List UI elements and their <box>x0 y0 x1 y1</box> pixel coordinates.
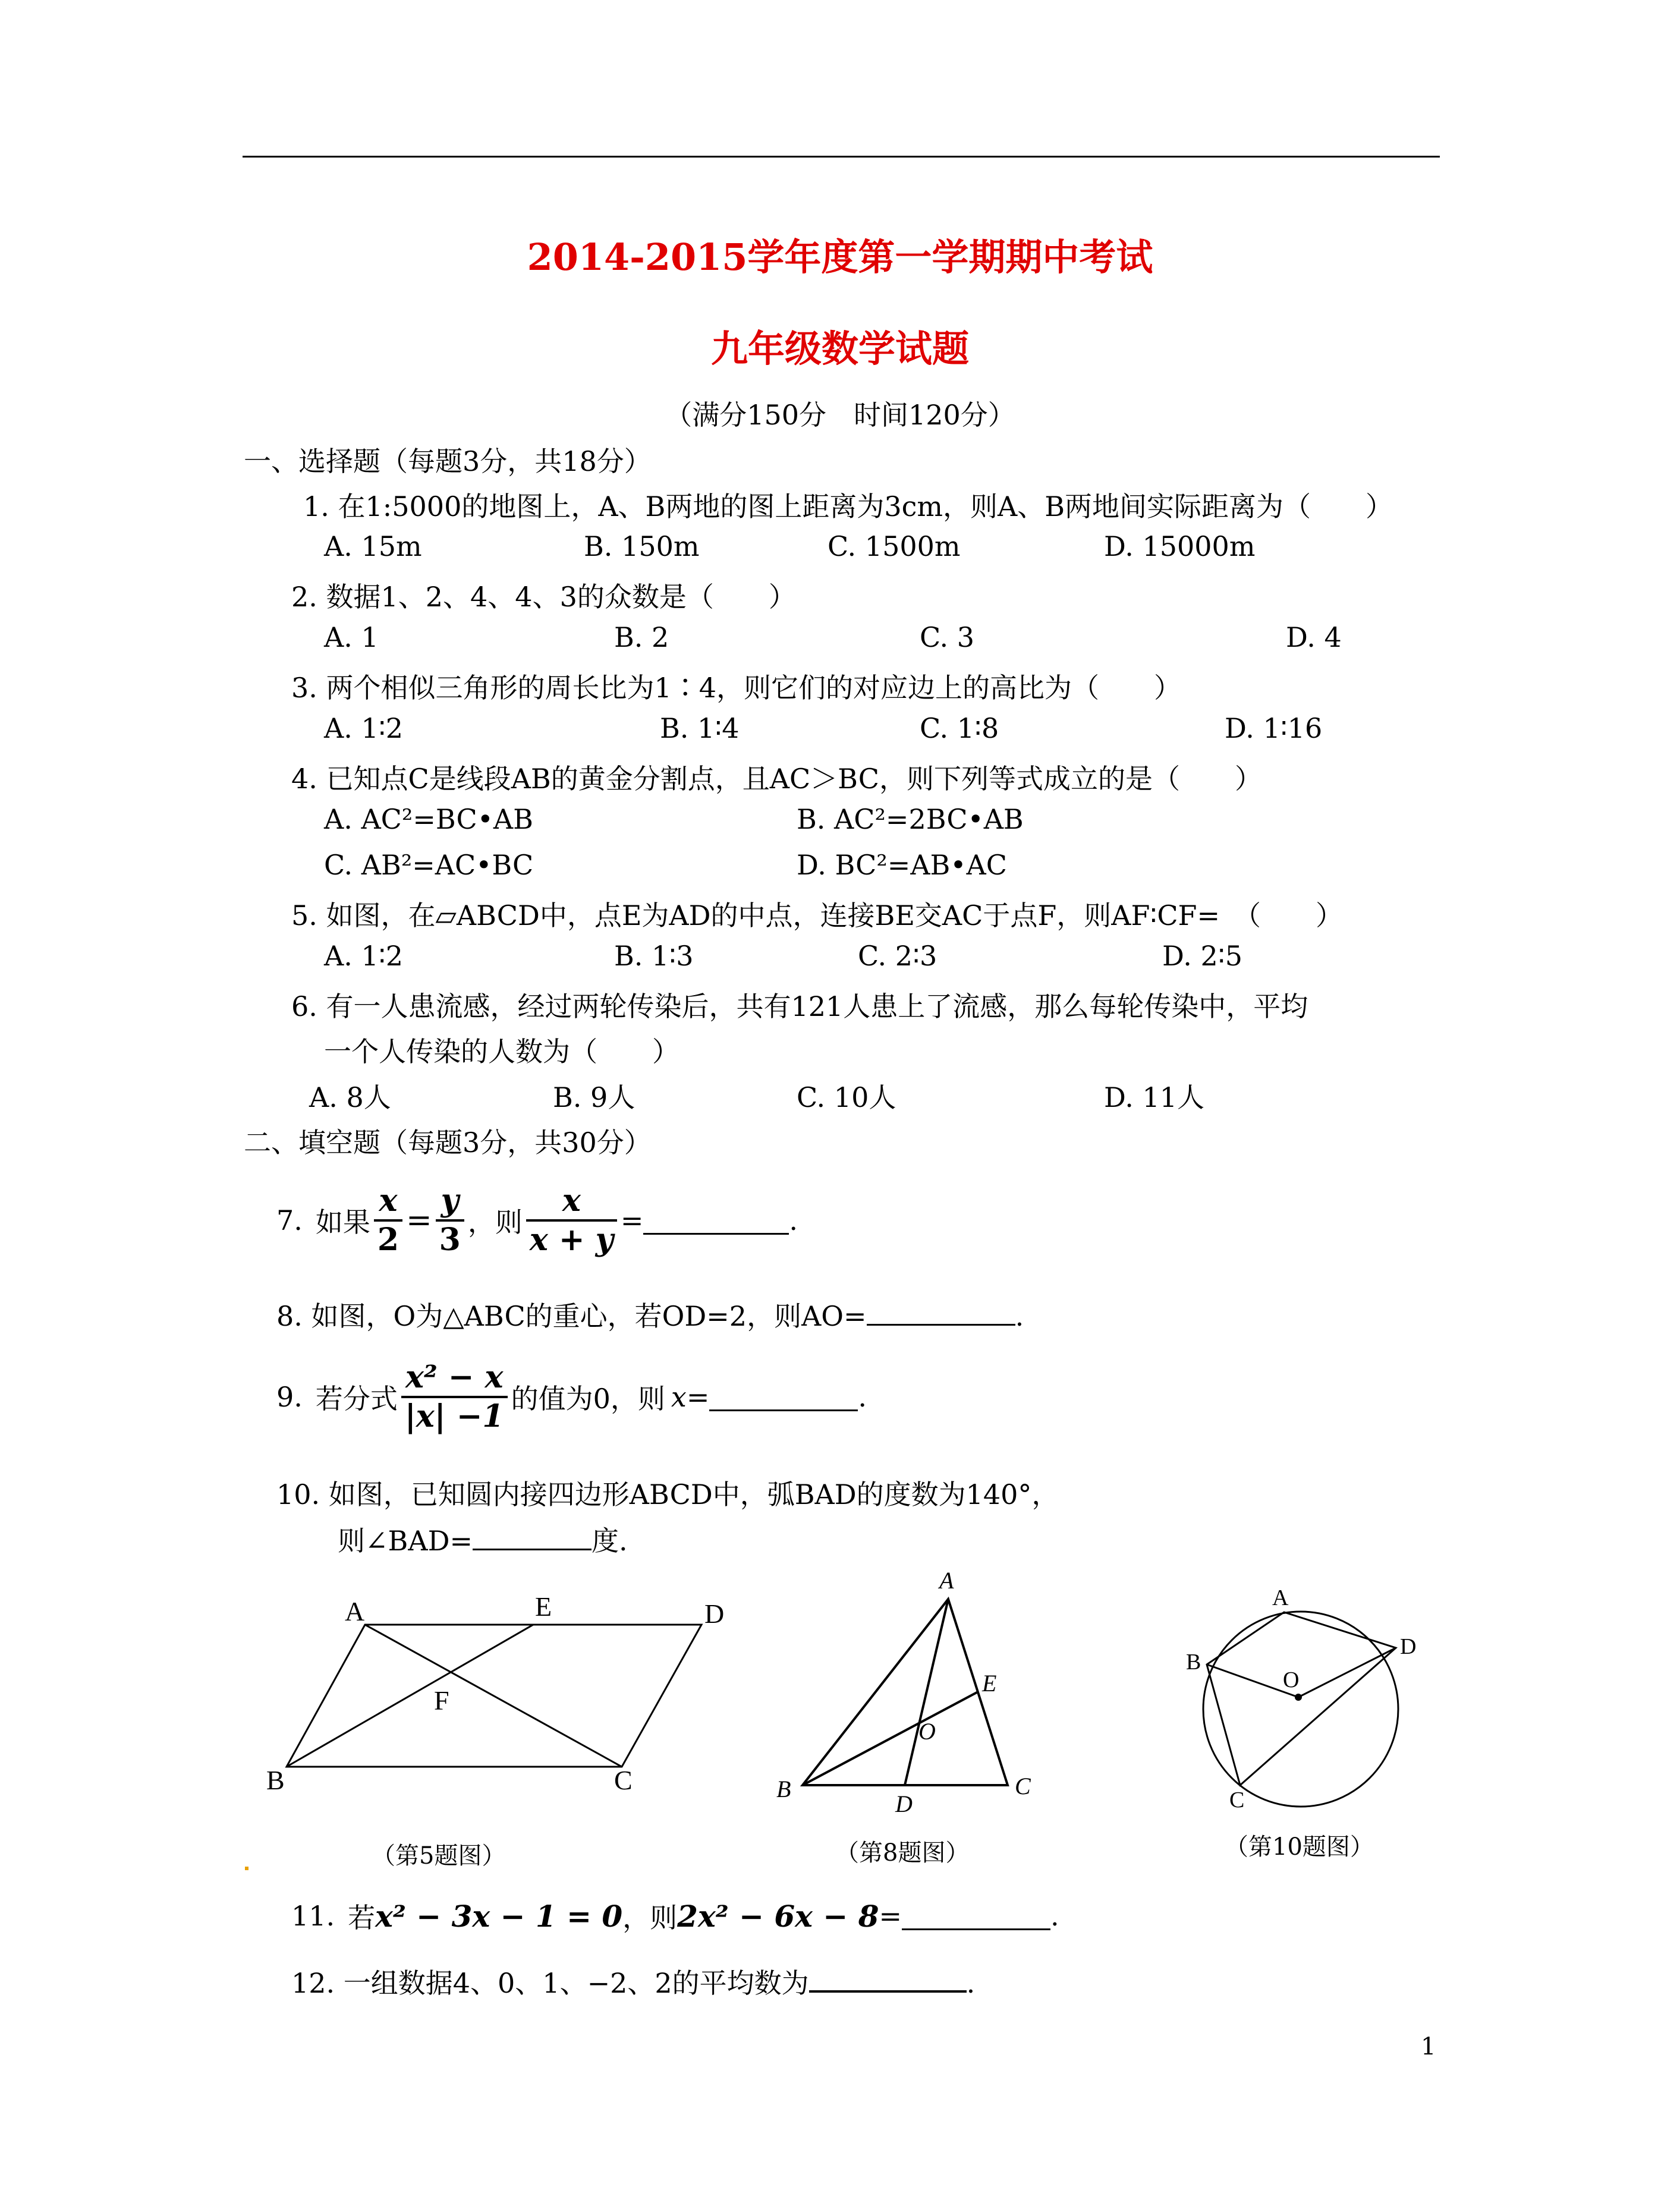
q12-end: . <box>966 1967 976 1999</box>
q9-variable: x <box>671 1381 687 1413</box>
fig8-median-be <box>803 1692 978 1785</box>
question-2: 2. 数据1、2、4、4、3的众数是（ ） <box>291 581 796 613</box>
q1-option-b: B. 150m <box>584 530 700 562</box>
q11-equation: x² − 3x − 1 = 0 <box>375 1898 623 1934</box>
fig10-label-d: D <box>1400 1634 1417 1659</box>
section-1-heading: 一、选择题（每题3分，共18分） <box>244 445 652 477</box>
q7-fraction-2-numerator: y <box>436 1182 464 1222</box>
q1-option-a: A. 15m <box>324 530 422 562</box>
fig8-label-e: E <box>982 1670 997 1697</box>
question-4: 4. 已知点C是线段AB的黄金分割点，且AC＞BC，则下列等式成立的是（ ） <box>291 763 1262 795</box>
question-12 <box>291 1962 975 2001</box>
exam-subtitle: 九年级数学试题 <box>710 327 969 370</box>
q5-option-d: D. 2∶5 <box>1162 940 1242 972</box>
q1-option-d: D. 15000m <box>1104 530 1256 562</box>
q12-answer-blank[interactable] <box>809 1964 967 1993</box>
fig8-caption: （第8题图） <box>835 1839 970 1867</box>
stray-mark <box>245 1867 248 1870</box>
q9-number: 9. <box>276 1381 303 1413</box>
q8-text: 8. 如图，O为△ABC的重心，若OD=2，则AO= <box>276 1300 867 1332</box>
question-11 <box>291 1889 1059 1943</box>
exam-title: 2014-2015学年度第一学期期中考试 <box>527 235 1153 279</box>
fig8-label-d: D <box>895 1791 913 1817</box>
fig10-caption: （第10题图） <box>1225 1833 1374 1861</box>
fig10-label-a: A <box>1272 1585 1289 1610</box>
fig5-label-d: D <box>704 1599 725 1629</box>
q11-answer-blank[interactable] <box>902 1902 1050 1930</box>
fig5-label-b: B <box>266 1765 285 1795</box>
q7-fraction-3-numerator: x <box>526 1182 617 1222</box>
fig5-segment-be <box>287 1625 533 1767</box>
q7-fraction-1-denominator: 2 <box>377 1222 399 1258</box>
figure-8-triangle <box>803 1599 1008 1785</box>
fig5-label-c: C <box>614 1765 633 1795</box>
q11-number: 11. <box>291 1900 335 1932</box>
fig5-diagonal-ac <box>365 1625 622 1767</box>
page-number: 1 <box>1421 2033 1436 2060</box>
fig5-caption: （第5题图） <box>372 1842 506 1870</box>
question-3: 3. 两个相似三角形的周长比为1∶4，则它们的对应边上的高比为（ ） <box>291 672 1182 704</box>
exam-meta: （满分150分 时间120分） <box>665 399 1015 431</box>
q2-option-b: B. 2 <box>614 621 669 653</box>
fig5-label-a: A <box>345 1596 365 1626</box>
q5-option-a: A. 1∶2 <box>324 940 403 972</box>
fig5-label-e: E <box>535 1591 552 1622</box>
q7-middle: ，则 <box>467 1206 523 1238</box>
q4-option-d: D. BC²=AB•AC <box>797 849 1007 881</box>
q7-fraction-3-denominator: x + y <box>529 1222 614 1258</box>
q4-option-a: A. AC²=BC•AB <box>324 803 533 835</box>
q1-option-c: C. 1500m <box>828 530 961 562</box>
q6-option-c: C. 10人 <box>797 1081 896 1113</box>
q4-option-b: B. AC²=2BC•AB <box>797 803 1024 835</box>
question-5: 5. 如图，在▱ABCD中，点E为AD的中点，连接BE交AC于点F，则AF∶CF= （ ） <box>291 899 1344 932</box>
q7-fraction-2-denominator: 3 <box>439 1222 461 1258</box>
figure-5-parallelogram <box>287 1625 701 1767</box>
q10-line2-prefix: 则∠BAD= <box>338 1525 473 1557</box>
q7-number: 7. <box>276 1204 303 1236</box>
question-10: 10. 如图，已知圆内接四边形ABCD中，弧BAD的度数为140°， <box>276 1478 1059 1511</box>
fig10-label-c: C <box>1229 1788 1245 1813</box>
q8-end: . <box>1015 1300 1024 1332</box>
q2-option-a: A. 1 <box>324 621 379 653</box>
q2-option-c: C. 3 <box>920 621 975 653</box>
q7-post: = <box>620 1204 644 1236</box>
fig10-label-b: B <box>1186 1650 1201 1675</box>
q9-post: 的值为0，则 <box>511 1383 665 1415</box>
q10-line2-suffix: 度. <box>592 1525 628 1557</box>
q9-fraction-denominator: |x| −1 <box>404 1398 504 1434</box>
q3-option-b: B. 1∶4 <box>660 712 740 744</box>
fig10-circle <box>1203 1612 1398 1807</box>
q9-end: . <box>858 1381 867 1413</box>
q7-prefix: 如果 <box>315 1206 370 1238</box>
q6-option-b: B. 9人 <box>553 1081 635 1113</box>
q7-equals: = <box>406 1203 432 1238</box>
question-6-line2: 一个人传染的人数为（ ） <box>324 1036 679 1068</box>
q3-option-a: A. 1∶2 <box>324 712 403 744</box>
q2-option-d: D. 4 <box>1286 621 1342 653</box>
q9-fraction-numerator: x² − x <box>401 1359 508 1398</box>
section-2-heading: 二、填空题（每题3分，共30分） <box>244 1127 652 1159</box>
fig5-label-f: F <box>434 1685 449 1716</box>
q11-prefix: 若 <box>348 1902 376 1934</box>
question-6: 6. 有一人患流感，经过两轮传染后，共有121人患上了流感，那么每轮传染中，平均 <box>291 990 1308 1022</box>
fig8-label-c: C <box>1015 1773 1031 1799</box>
q12-text: 12. 一组数据4、0、1、−2、2的平均数为 <box>291 1967 809 1999</box>
q9-prefix: 若分式 <box>315 1383 398 1415</box>
q6-option-d: D. 11人 <box>1104 1081 1205 1113</box>
q9-equals: = <box>686 1381 710 1413</box>
q3-option-d: D. 1∶16 <box>1225 712 1323 744</box>
q4-option-c: C. AB²=AC•BC <box>324 849 534 881</box>
q7-end: . <box>789 1204 798 1236</box>
q11-middle: ，则 <box>622 1902 678 1934</box>
fig8-label-o: O <box>918 1718 936 1745</box>
q3-option-c: C. 1∶8 <box>920 712 999 744</box>
q11-expression: 2x² − 6x − 8 <box>677 1898 879 1934</box>
fig8-label-b: B <box>776 1776 791 1802</box>
q6-option-a: A. 8人 <box>309 1081 391 1113</box>
q11-post: = <box>879 1900 902 1932</box>
q7-fraction-1-numerator: x <box>374 1182 402 1222</box>
question-1: 1. 在1:5000的地图上，A、B两地的图上距离为3cm，则A、B两地间实际距离为（ ） <box>303 490 1393 523</box>
figure-10-circle <box>1203 1612 1398 1807</box>
fig8-label-a: A <box>939 1567 954 1594</box>
fig10-center-point <box>1295 1694 1302 1701</box>
q5-option-c: C. 2∶3 <box>858 940 937 972</box>
q11-end: . <box>1050 1900 1059 1932</box>
q5-option-b: B. 1∶3 <box>614 940 694 972</box>
fig10-label-o: O <box>1283 1667 1300 1692</box>
